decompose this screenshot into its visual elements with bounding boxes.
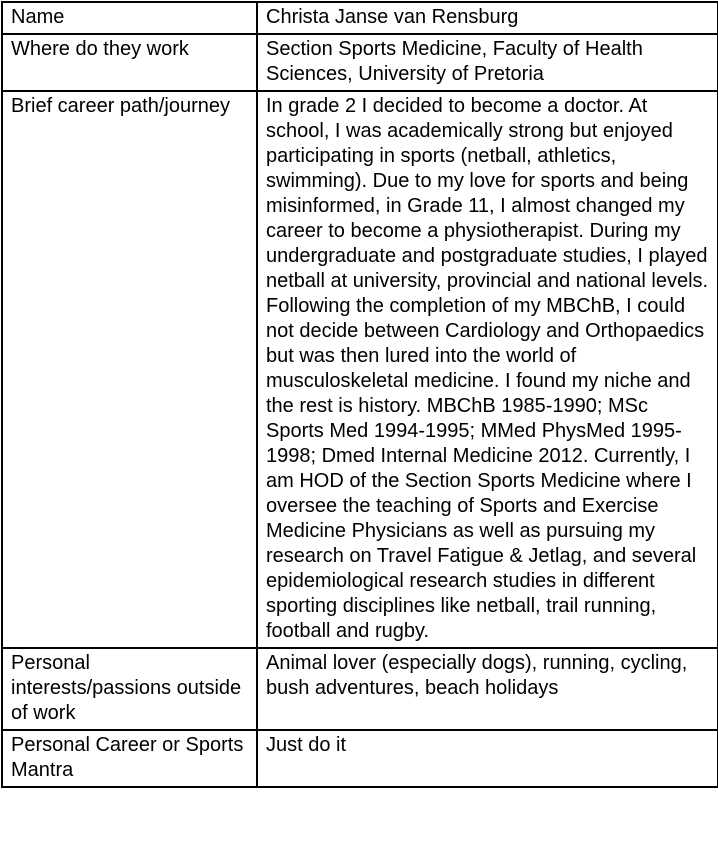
table-row [2, 34, 718, 91]
table-row [2, 2, 718, 34]
table-row [2, 91, 718, 648]
row-label-mantra: Personal Career or Sports Mantra [2, 730, 257, 787]
table-row [2, 648, 718, 730]
row-value-career-path: In grade 2 I decided to become a doctor. At school, I was academically strong but enjoyed participating in sports (netball, athletics, swimming). Due to my love for sports and being misinformed, in Grade 11, I almost changed my career to become a physiotherapist. During my undergraduate and postgraduate studies, I played netball at university, provincial and national levels. Following the completion of my MBChB, I could not decide between Cardiology and Orthopaedics but was then lured into the world of musculoskeletal medicine. I found my niche and the rest is history. MBChB 1985-1990; MSc Sports Med 1994-1995; MMed PhysMed 1995-1998; Dmed Internal Medicine 2012. Currently, I am HOD of the Section Sports Medicine where I oversee the teaching of Sports and Exercise Medicine Physicians as well as pursuing my research on Travel Fatigue & Jetlag, and several epidemiological research studies in different sporting disciplines like netball, trail running, football and rugby. [257, 91, 718, 648]
row-value-name: Christa Janse van Rensburg [257, 2, 718, 34]
row-label-workplace: Where do they work [2, 34, 257, 91]
row-label-personal-interests: Personal interests/passions outside of work [2, 648, 257, 730]
row-label-career-path: Brief career path/journey [2, 91, 257, 648]
row-value-mantra: Just do it [257, 730, 718, 787]
row-value-workplace: Section Sports Medicine, Faculty of Health Sciences, University of Pretoria [257, 34, 718, 91]
document-page [0, 1, 718, 788]
row-value-personal-interests: Animal lover (especially dogs), running, cycling, bush adventures, beach holidays [257, 648, 718, 730]
table-row [2, 730, 718, 787]
profile-table [1, 1, 718, 788]
row-label-name: Name [2, 2, 257, 34]
